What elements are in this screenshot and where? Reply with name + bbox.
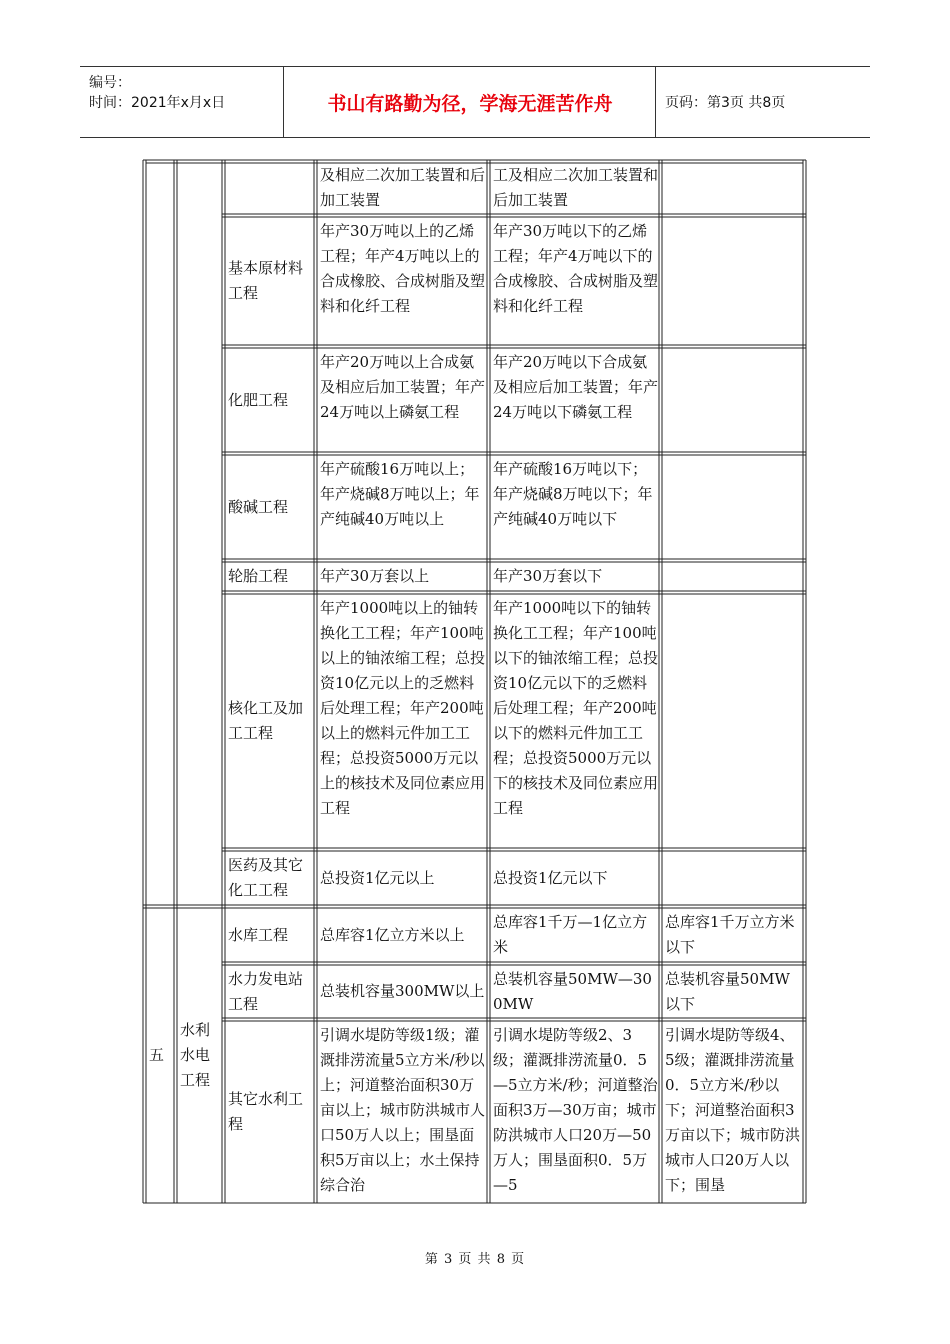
row6-name xyxy=(225,851,314,905)
row9-name-text: 其它水利工程 xyxy=(228,1090,304,1133)
row0-medium: 工及相应二次加工装置和后加工装置 xyxy=(493,166,659,209)
row8-name xyxy=(225,965,314,1018)
section-number xyxy=(146,908,174,1203)
row3-name-text: 酸碱工程 xyxy=(228,497,289,516)
section-number-text: 五 xyxy=(149,1046,165,1064)
row4-medium-text: 年产30万套以下 xyxy=(493,567,603,585)
row4-big-text: 年产30万套以上 xyxy=(320,567,430,585)
row5-name-text: 核化工及加工工程 xyxy=(228,699,304,742)
row5-medium: 年产1000吨以下的铀转换化工工程；年产100吨以下的铀浓缩工程；总投资10亿元以下的乏燃料后处理工程；年产200吨以下的燃料元件加工工程；总投资5000万元以下的核技术及同位素应用工程 xyxy=(493,599,659,817)
row7-small-text: 总库容1千万立方米以下 xyxy=(665,913,795,956)
row8-big-text: 总装机容量300MW以上 xyxy=(320,982,485,1000)
row6-medium xyxy=(490,851,659,905)
row4-big xyxy=(317,562,487,591)
row6-big xyxy=(317,851,487,905)
row7-big-text: 总库容1亿立方米以上 xyxy=(320,925,465,944)
row3-medium: 年产硫酸16万吨以下；年产烧碱8万吨以下；年产纯碱40万吨以下 xyxy=(493,460,653,528)
row8-name-text: 水力发电站工程 xyxy=(228,969,304,1013)
row6-medium-text: 总投资1亿元以下 xyxy=(493,868,608,887)
row8-small-text: 总装机容量50MW以下 xyxy=(665,969,790,1013)
row6-name-text: 医药及其它化工工程 xyxy=(228,856,304,899)
row3-name xyxy=(225,455,314,559)
row7-medium-text: 总库容1千万—1亿立方米 xyxy=(493,913,648,956)
row1-name xyxy=(225,217,314,345)
date-label: 时间：2021年x月x日 xyxy=(89,95,226,111)
row9-big: 引调水堤防等级1级；灌溉排涝流量5立方米/秒以上；河道整治面积30万亩以上；城市防洪城市人口50万人以上；围垦面积5万亩以上；水土保持综合治 xyxy=(320,1026,486,1194)
row8-big xyxy=(317,965,487,1018)
row7-medium xyxy=(490,908,659,962)
section-category xyxy=(177,908,222,1203)
row6-big-text: 总投资1亿元以上 xyxy=(320,868,435,887)
row9-medium: 引调水堤防等级2、3级；灌溉排涝流量0．5—5立方米/秒；河道整治面积3万—30万亩；城市防洪城市人口20万—50万人；围垦面积0．5万—5 xyxy=(493,1026,658,1194)
row4-medium xyxy=(490,562,659,591)
row8-medium-text: 总装机容量50MW—300MW xyxy=(493,969,652,1013)
row2-medium: 年产20万吨以下合成氨及相应后加工装置；年产24万吨以下磷氨工程 xyxy=(493,353,659,421)
page-footer: 第 3 页 共 8 页 xyxy=(424,1252,526,1267)
code-label: 编号： xyxy=(89,75,131,91)
row3-big: 年产硫酸16万吨以上；年产烧碱8万吨以上；年产纯碱40万吨以上 xyxy=(320,460,480,528)
row9-small: 引调水堤防等级4、5级；灌溉排涝流量0．5立方米/秒以下；河道整治面积3万亩以下；城市防洪城市人口20万人以下；围垦 xyxy=(665,1026,801,1194)
row5-name xyxy=(225,594,314,848)
row8-medium xyxy=(490,965,659,1018)
row4-name xyxy=(225,562,314,591)
row2-big: 年产20万吨以上合成氨及相应后加工装置；年产24万吨以上磷氨工程 xyxy=(320,353,486,421)
row7-small xyxy=(662,908,803,962)
header-motto: 书山有路勤为径，学海无涯苦作舟 xyxy=(327,92,613,115)
row9-name xyxy=(225,1021,314,1203)
row1-medium: 年产30万吨以下的乙烯工程；年产4万吨以下的合成橡胶、合成树脂及塑料和化纤工程 xyxy=(493,222,659,315)
row4-name-text: 轮胎工程 xyxy=(228,567,289,585)
page-info: 页码：第3页 共8页 xyxy=(665,95,786,111)
row2-name xyxy=(225,348,314,452)
row8-small xyxy=(662,965,803,1018)
row7-name xyxy=(225,908,314,962)
section-category-text: 水利水电工程 xyxy=(180,1021,211,1089)
row1-big: 年产30万吨以上的乙烯工程；年产4万吨以上的合成橡胶、合成树脂及塑料和化纤工程 xyxy=(320,222,486,315)
row1-name-text: 基本原材料工程 xyxy=(228,259,304,302)
row0-big: 及相应二次加工装置和后加工装置 xyxy=(320,166,486,209)
row5-big: 年产1000吨以上的铀转换化工工程；年产100吨以上的铀浓缩工程；总投资10亿元以上的乏燃料后处理工程；年产200吨以上的燃料元件加工工程；总投资5000万元以上的核技术及同位素应用工程 xyxy=(320,599,486,817)
row2-name-text: 化肥工程 xyxy=(228,390,289,409)
row7-big xyxy=(317,908,487,962)
row7-name-text: 水库工程 xyxy=(228,925,289,944)
